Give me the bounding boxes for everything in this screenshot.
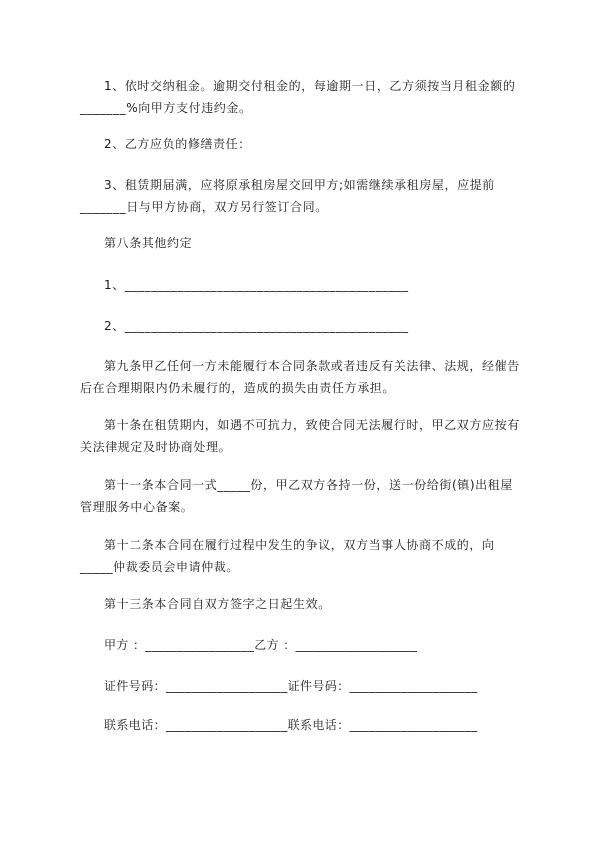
article-12: 第十二条本合同在履行过程中发生的争议，双方当事人协商不成的，向_____仲裁委员会申请仲裁。 <box>80 538 495 574</box>
article-8-item-2: 2、___________________________________________ <box>104 319 409 333</box>
article-9: 第九条甲乙任何一方未能履行本合同条款或者违反有关法律、法规，经催告后在合理期限内仍未履行的，造成的损失由责任方承担。 <box>80 359 520 395</box>
signature-id-numbers: 证件号码：___________________证件号码：____________________ <box>104 679 478 693</box>
article-13: 第十三条本合同自双方签字之日起生效。 <box>104 597 331 611</box>
signature-parties: 甲方 ：_________________乙方 ：___________________ <box>104 638 418 652</box>
signature-phones: 联系电话：___________________联系电话：____________________ <box>104 718 478 732</box>
article-10: 第十条在租赁期内，如遇不可抗力，致使合同无法履行时，甲乙双方应按有关法律规定及时协商处理。 <box>80 418 520 454</box>
article-8-item-1: 1、___________________________________________ <box>104 278 409 292</box>
clause-2: 2、乙方应负的修缮责任： <box>104 137 251 151</box>
article-8-title: 第八条其他约定 <box>104 236 193 250</box>
clause-1: 1、依时交纳租金。逾期交付租金的，每逾期一日，乙方须按当月租金额的_______%向甲方支付违约金。 <box>80 79 516 115</box>
clause-3: 3、租赁期届满，应将原承租房屋交回甲方;如需继续承租房屋，应提前_______日与甲方协商，双方另行签订合同。 <box>80 178 495 214</box>
article-11: 第十一条本合同一式_____份，甲乙双方各持一份，送一份给街(镇)出租屋管理服务中心备案。 <box>80 478 513 514</box>
